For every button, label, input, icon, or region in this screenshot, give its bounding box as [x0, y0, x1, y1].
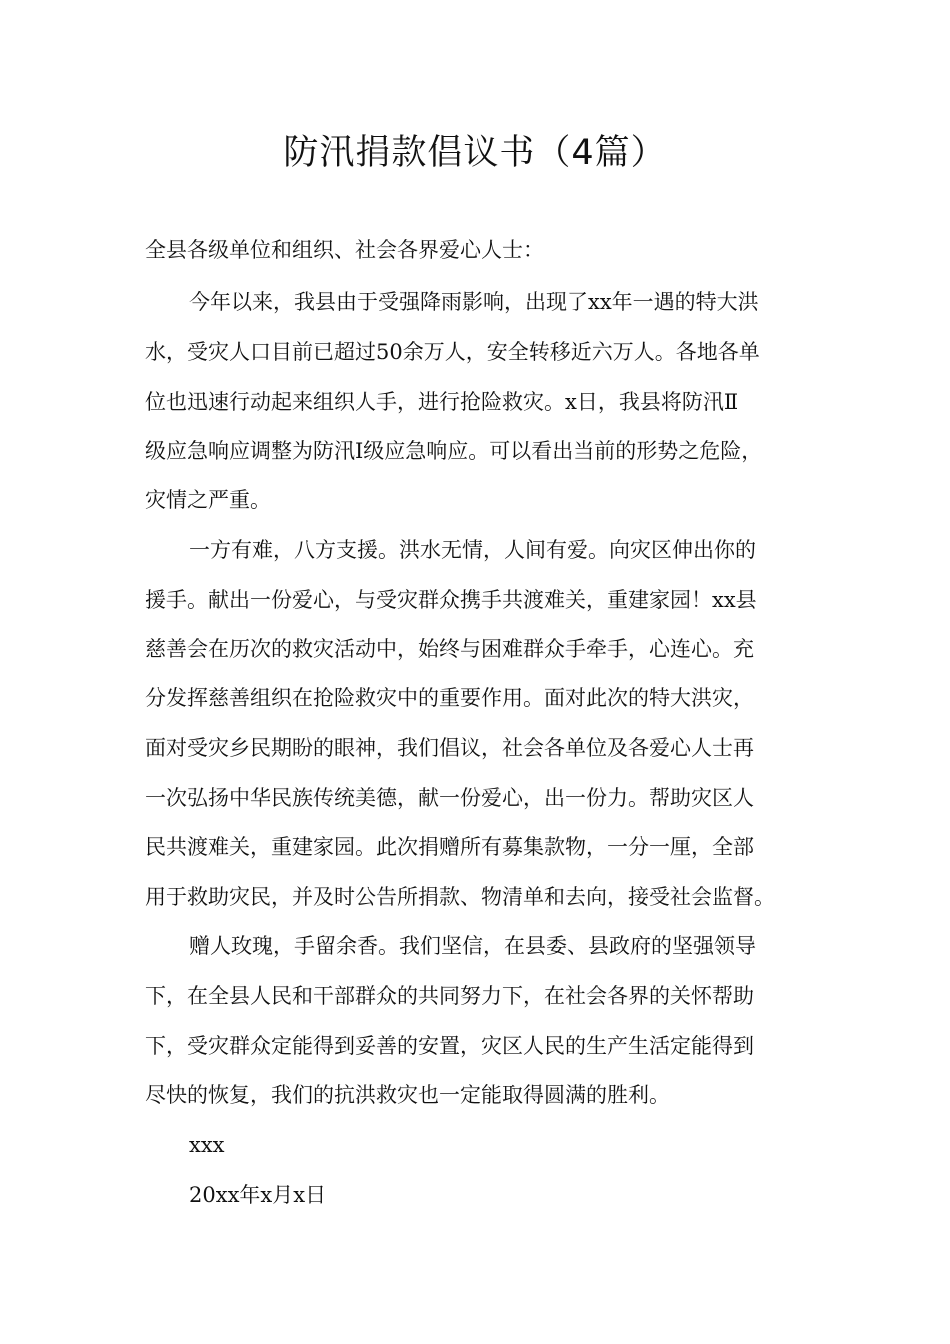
paragraph-3-line-1: 赠人玫瑰，手留余香。我们坚信，在县委、县政府的坚强领导: [189, 934, 756, 958]
signature: xxx: [189, 1133, 225, 1157]
paragraph-1-line-3: 位也迅速行动起来组织人手，进行抢险救灾。x日，我县将防汛Ⅱ: [145, 390, 739, 414]
paragraph-2-line-2: 援手。献出一份爱心，与受灾群众携手共渡难关，重建家园！xx县: [145, 588, 757, 612]
salutation: 全县各级单位和组织、社会各界爱心人士：: [145, 238, 544, 262]
paragraph-3-line-4: 尽快的恢复，我们的抗洪救灾也一定能取得圆满的胜利。: [145, 1083, 670, 1107]
paragraph-3-line-3: 下，受灾群众定能得到妥善的安置，灾区人民的生产生活定能得到: [145, 1034, 754, 1058]
page-title: 防汛捐款倡议书（4篇）: [283, 133, 667, 173]
paragraph-2-line-4: 分发挥慈善组织在抢险救灾中的重要作用。面对此次的特大洪灾，: [145, 686, 754, 710]
paragraph-1-line-1: 今年以来，我县由于受强降雨影响，出现了xx年一遇的特大洪: [189, 290, 759, 314]
paragraph-2-line-8: 用于救助灾民，并及时公告所捐款、物清单和去向，接受社会监督。: [145, 885, 775, 909]
paragraph-1-line-5: 灾情之严重。: [145, 488, 271, 512]
paragraph-2-line-1: 一方有难，八方支援。洪水无情，人间有爱。向灾区伸出你的: [189, 538, 756, 562]
paragraph-2-line-3: 慈善会在历次的救灾活动中，始终与困难群众手牵手，心连心。充: [145, 637, 754, 661]
paragraph-1-line-2: 水，受灾人口目前已超过50余万人，安全转移近六万人。各地各单: [145, 340, 760, 364]
paragraph-2-line-7: 民共渡难关，重建家园。此次捐赠所有募集款物，一分一厘，全部: [145, 835, 754, 859]
paragraph-1-line-4: 级应急响应调整为防汛Ⅰ级应急响应。可以看出当前的形势之危险，: [145, 439, 763, 463]
paragraph-2-line-6: 一次弘扬中华民族传统美德，献一份爱心，出一份力。帮助灾区人: [145, 786, 754, 810]
paragraph-3-line-2: 下，在全县人民和干部群众的共同努力下，在社会各界的关怀帮助: [145, 984, 754, 1008]
date: 20xx年x月x日: [189, 1183, 327, 1207]
paragraph-2-line-5: 面对受灾乡民期盼的眼神，我们倡议，社会各单位及各爱心人士再: [145, 736, 754, 760]
